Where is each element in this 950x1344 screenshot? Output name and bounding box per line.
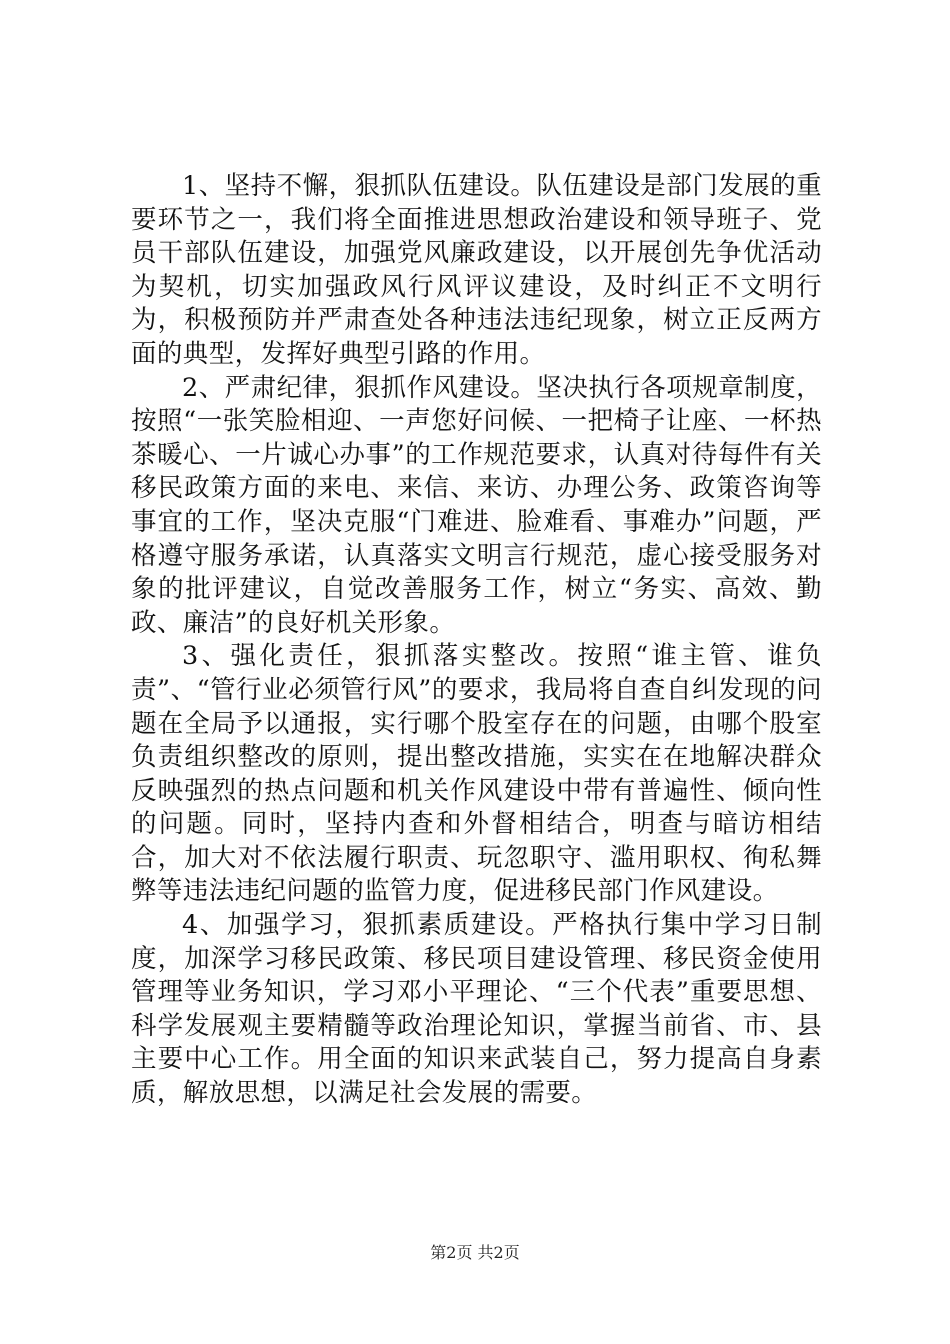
paragraph-1: 1、坚持不懈，狠抓队伍建设。队伍建设是部门发展的重要环节之一，我们将全面推进思想政治建设和领导班子、党员干部队伍建设，加强党风廉政建设，以开展创先争优活动为契机，切实加强政风行风评议建设，及时纠正不文明行为，积极预防并严肃查处各种违法违纪现象，树立正反两方面的典型，发挥好典型引路的作用。 — [131, 171, 822, 369]
document-body — [131, 170, 822, 1111]
paragraph-2: 2、严肃纪律，狠抓作风建设。坚决执行各项规章制度，按照“一张笑脸相迎、一声您好问候、一把椅子让座、一杯热茶暖心、一片诚心办事”的工作规范要求，认真对待每件有关移民政策方面的来电、来信、来访、办理公务、政策咨询等事宜的工作，坚决克服“门难进、脸难看、事难办”问题，严格遵守服务承诺，认真落实文明言行规范，虚心接受服务对象的批评建议，自觉改善服务工作，树立“务实、高效、勤政、廉洁”的良好机关形象。 — [131, 372, 822, 638]
paragraph-4: 4、加强学习，狠抓素质建设。严格执行集中学习日制度，加深学习移民政策、移民项目建设管理、移民资金使用管理等业务知识，学习邓小平理论、“三个代表”重要思想、科学发展观主要精髓等政治理论知识，掌握当前省、市、县主要中心工作。用全面的知识来武装自己，努力提高自身素质，解放思想，以满足社会发展的需要。 — [131, 910, 822, 1109]
page-footer — [0, 1243, 950, 1263]
page-number-label: 第2页 共2页 — [430, 1243, 520, 1262]
paragraph-3: 3、强化责任，狠抓落实整改。按照“谁主管、谁负责”、“管行业必须管行风”的要求，我局将自查自纠发现的问题在全局予以通报，实行哪个股室存在的问题，由哪个股室负责组织整改的原则，提出整改措施，实实在在地解决群众反映强烈的热点问题和机关作风建设中带有普遍性、倾向性的问题。同时，坚持内查和外督相结合，明查与暗访相结合，加大对不依法履行职责、玩忽职守、滥用职权、徇私舞弊等违法违纪问题的监管力度，促进移民部门作风建设。 — [131, 641, 822, 907]
